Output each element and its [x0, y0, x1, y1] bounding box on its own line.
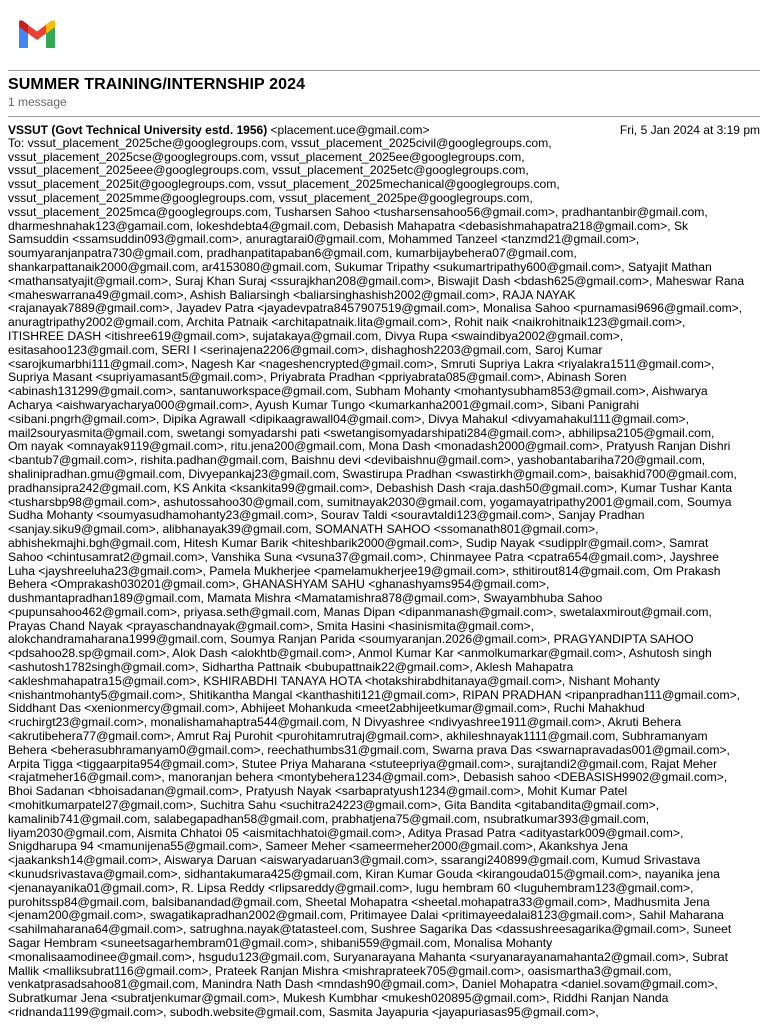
recipient-line: <abinash131299@gmail.com>, santanuworkspace@gmail.com, Subham Mohanty <mohantysubham853@gmail.com>, Aishwarya — [8, 384, 708, 399]
recipient-line: <mathansatyajit@gmail.com>, Suraj Khan Suraj <ssurajkhan208@gmail.com>, Biswajit Dash <bdash625@gmail.com>, Maheswar Rana — [8, 273, 745, 288]
thread-subject: SUMMER TRAINING/INTERNSHIP 2024 — [8, 76, 306, 93]
recipient-line: Prayas Chand Nayak <prayaschandnayak@gmail.com>, Smita Hasini <hasinismita@gmail.com>, — [8, 618, 535, 633]
recipient-line: <kunudsrivastava@gmail.com>, sidhantakumara425@gmail.com, Kiran Kumar Gouda <kirangouda015@gmail.com>, nayanika jena — [8, 867, 720, 882]
recipient-line: shankarpattanaik2000@gmail.com, ar4153080@gmail.com, Sukumar Tripathy <sukumartripathy600@gmail.com>, Satyajit Mathan — [8, 259, 712, 274]
recipient-line: <maheswarrana49@gmail.com>, Ashish Baliarsingh <baliarsinghashish2002@gmail.com>, RAJA NAYAK — [8, 287, 576, 302]
recipient-list — [8, 137, 760, 1020]
recipient-line: Acharya <aishwaryacharya000@gmail.com>, Ayush Kumar Tungo <kumarkanha2001@gmail.com>, Sibani Panigrahi — [8, 397, 640, 412]
recipient-line: <sibani.pngrh@gmail.com>, Dipika Agrawall <dipikaagrawall04@gmail.com>, Divya Mahakul <divyamahakul111@gmail.com>, — [8, 411, 689, 426]
recipient-line: Sudha Mohanty <soumyasudhamohanty23@gmail.com>, Sourav Taldi <souravtaldi123@gmail.com>, Sanjay Pradhan — [8, 508, 645, 523]
recipient-line: pradhansipra242@gmail.com, KS Ankita <ksankita99@gmail.com>, Debashish Dash <raja.dash50@gmail.com>, Kumar Tushar Kanta — [8, 480, 732, 495]
recipient-line: <ridnanda1199@gmail.com>, subodh.website@gmail.com, Sasmita Jayapuria <jayapuriasas95@gmail.com>, — [8, 1005, 599, 1019]
recipient-line: <tusharsbp98@gmail.com>, ashutossahoo30@gmail.com, sumitnayak2030@gmail.com, yogamayatripathy2001@gmail.com, Soumya — [8, 494, 732, 509]
recipient-line: Supriya Masant <supriyamasant5@gmail.com>, Priyabrata Pradhan <ppriyabrata085@gmail.com>, Abinash Soren — [8, 370, 627, 385]
recipient-line: purohitssp84@gmail.com, balsibanandad@gmail.com, Sheetal Mohapatra <sheetal.mohapatra33@gmail.com>, Madhusmita Jena — [8, 894, 710, 909]
recipient-line: <akrutibehera77@gmail.com>, Amrut Raj Purohit <purohitamrutraj@gmail.com>, akhileshnayak1111@gmail.com, Subhramanyam — [8, 729, 708, 744]
recipient-line: Samsuddin <ssamsuddin093@gmail.com>, anuragtarai0@gmail.com, Mohammed Tanzeel <tanzmd21@gmail.com>, — [8, 232, 640, 247]
recipient-line: <pupunsahoo462@gmail.com>, priyasa.seth@gmail.com, Manas Dipan <dipanmanash@gmail.com>, swetalaxmirout@gmail.com, — [8, 604, 712, 619]
recipient-line: <akleshmahapatra15@gmail.com>, KSHIRABDHI TANAYA HOTA <hotakshirabdhitanaya@gmail.com>, Nishant Mohanty — [8, 673, 660, 688]
sender-email[interactable]: <placement.uce@gmail.com> — [270, 123, 430, 137]
recipient-line: Bhoi Sadanan <bhoisadanan@gmail.com>, Pratyush Nayak <sarbapratyush1234@gmail.com>, Mohit Kumar Patel — [8, 784, 628, 799]
subject-divider — [8, 116, 760, 117]
recipient-line: <monalisaamodinee@gmail.com>, hsgudu123@gmail.com, Suryanarayana Mahanta <suryanarayanamahanta2@gmail.com>, Subrat — [8, 949, 728, 964]
recipient-line: Behera <Omprakash030201@gmail.com>, GHANASHYAM SAHU <ghanashyams954@gmail.com>, — [8, 577, 550, 592]
recipient-line: vssut_placement_2025it@googlegroups.com, vssut_placement_2025mechanical@googlegroups.com, — [8, 177, 560, 192]
recipient-line: kamalinib741@gmail.com, salabegapadhan58@gmail.com, prabhatjena75@gmail.com, nsubratkumar393@gmail.com, — [8, 811, 650, 826]
recipient-line: <sahilmaharana64@gmail.com>, satrughna.nayak@tatasteel.com, Sushree Sagarika Das <dassushreesagarika@gmail.com>, Suneet — [8, 922, 732, 937]
recipient-line: venkatprasadsahoo81@gmail.com, Manindra Nath Dash <mndash90@gmail.com>, Daniel Mohapatra <daniel.sovam@gmail.com>, — [8, 977, 718, 992]
message-date: Fri, 5 Jan 2024 at 3:19 pm — [619, 123, 760, 137]
recipient-line: dushmantapradhan189@gmail.com, Mamata Mishra <Mamatamishra878@gmail.com>, Swayambhuba Sahoo — [8, 591, 603, 606]
recipient-line: ITISHREE DASH <itishree619@gmail.com>, sujatakaya@gmail.com, Divya Rupa <swaindibya2002@gmail.com>, — [8, 328, 624, 343]
recipient-line: liyam2030@gmail.com, Aismita Chhatoi 05 <aismitachhatoi@gmail.com>, Aditya Prasad Patra <adityastark009@gmail.com>, — [8, 825, 684, 840]
recipient-line: abhishekmajhi.bgh@gmail.com, Hitesh Kumar Barik <hiteshbarik2000@gmail.com>, Sudip Nayak <sudipplr@gmail.com>, Samrat — [8, 535, 709, 550]
recipient-line: <mohitkumarpatel27@gmail.com>, Suchitra Sahu <suchitra24223@gmail.com>, Gita Bandita <gitabandita@gmail.com>, — [8, 798, 660, 813]
recipient-line: mail2souryasmita@gmail.com, swetangi somyadarshi pati <swetangisomyadarshipati284@gmail.com>, abhilipsa2105@gmail.com, — [8, 425, 715, 440]
recipient-line: <sarojkumarbhi111@gmail.com>, Nagesh Kar <nageshencrypted@gmail.com>, Smruti Supriya Lakra <riyalakra1511@gmail.com>, — [8, 356, 715, 371]
gmail-logo-icon — [16, 18, 58, 50]
recipient-line: Arpita Tigga <tiggaarpita954@gmail.com>, Stutee Priya Maharana <stuteepriya@gmail.com>, surajtandi2@gmail.com, Rajat Meher — [8, 756, 718, 771]
recipient-line: <jenanayanika01@gmail.com>, R. Lipsa Reddy <rlipsareddy@gmail.com>, lugu hembram 60 <luguhembram123@gmail.com>, — [8, 880, 694, 895]
header-divider — [8, 70, 760, 71]
recipient-line: shalinipradhan.gmu@gmail.com, Divyepankaj23@gmail.com, Swastirupa Pradhan <swastirkh@gmail.com>, baisakhid700@gmail.com, — [8, 466, 737, 481]
recipient-line: <jenam200@gmail.com>, swagatikapradhan2002@gmail.com, Pritimayee Dalai <pritimayeedalai8123@gmail.com>, Sahil Maharana — [8, 908, 724, 923]
recipient-line: esitasahoo123@gmail.com, SERI I <serinajena2206@gmail.com>, dishaghosh2203@gmail.com, Saroj Kumar — [8, 342, 603, 357]
sender-name: VSSUT (Govt Technical University estd. 1956) — [8, 123, 268, 137]
recipient-line: <pdsahoo28.sp@gmail.com>, Alok Dash <alokhtb@gmail.com>, Anmol Kumar Kar <anmolkumarkar@gmail.com>, Ashutosh singh — [8, 646, 712, 661]
recipient-line: vssut_placement_2025eee@googlegroups.com, vssut_placement_2025etc@googlegroups.com, — [8, 163, 529, 178]
recipient-line: dharmeshnahak123@gamail.com, lokeshdebta4@gmail.com, Debasish Mahapatra <debasishmahapatra218@gmail.com>, Sk — [8, 218, 689, 233]
recipient-line: <jaakanksh14@gmail.com>, Aiswarya Daruan <aiswaryadaruan3@gmail.com>, ssarangi240899@gmail.com, Kumud Srivastava — [8, 853, 701, 868]
recipient-line: Sahoo <chintusamrat2@gmail.com>, Vanshika Suna <vsuna37@gmail.com>, Chinmayee Patra <cpatra654@gmail.com>, Jayshree — [8, 549, 719, 564]
recipient-line: Snigdharupa 94 <mamunijena55@gmail.com>, Sameer Meher <sameermeher2000@gmail.com>, Akankshya Jena — [8, 839, 628, 854]
recipient-line: vssut_placement_2025mca@googlegroups.com, Tusharsen Sahoo <tusharsensahoo56@gmail.com>, pradhantanbir@gmail.com, — [8, 204, 708, 219]
recipient-line: <nishantmohanty5@gmail.com>, Shitikantha Mangal <kanthashiti121@gmail.com>, RIPAN PRADHAN <ripanpradhan111@gmail.com>, — [8, 687, 741, 702]
recipient-line: Mallik <malliksubrat116@gmail.com>, Prateek Ranjan Mishra <mishraprateek705@gmail.com>, oasismartha3@gmail.com, — [8, 963, 672, 978]
recipient-line: Subratkumar Jena <subratjenkumar@gmail.com>, Mukesh Kumbhar <mukesh020895@gmail.com>, Riddhi Ranjan Nanda — [8, 991, 669, 1006]
recipient-line: alokchandramaharana1999@gmail.com, Soumya Ranjan Parida <soumyaranjan.2026@gmail.com>, PRAGYANDIPTA SAHOO — [8, 632, 694, 647]
recipient-line: <sanjay.siku9@gmail.com>, alibhanayak39@gmail.com, SOMANATH SAHOO <ssomanath801@gmail.com>, — [8, 522, 599, 537]
recipient-line: To: vssut_placement_2025che@googlegroups.com, vssut_placement_2025civil@googlegroups.com, — [8, 135, 552, 150]
message-header — [8, 123, 760, 137]
recipient-line: Luha <jayshreeluha23@gmail.com>, Pamela Mukherjee <pamelamukherjee19@gmail.com>, sthitirout814@gmail.com, Om Prakash — [8, 563, 721, 578]
recipient-line: Sagar Hembram <suneetsagarhembram01@gmail.com>, shibani559@gmail.com, Monalisa Mohanty — [8, 936, 553, 951]
recipient-line: <rajatmeher16@gmail.com>, manoranjan behera <montybehera1234@gmail.com>, Debasish sahoo <DEBASISH9902@gmail.com>, — [8, 770, 728, 785]
recipient-line: vssut_placement_2025mme@googlegroups.com, vssut_placement_2025pe@googlegroups.com, — [8, 190, 533, 205]
recipient-line: soumyaranjanpatra730@gmail.com, pradhanpatitapaban6@gmail.com, kumarbijaybehera07@gmail.com, — [8, 246, 577, 261]
recipient-line: <bantub7@gmail.com>, rishita.padhan@gmail.com, Baishnu devi <devibaishnu@gmail.com>, yashobantabariha720@gmail.com, — [8, 453, 706, 468]
recipient-line: Siddhant Das <xenionmercy@gmail.com>, Abhijeet Mohankuda <meet2abhijeetkumar@gmail.com>, Ruchi Mahakhud — [8, 701, 645, 716]
recipient-line: Om nayak <omnayak9119@gmail.com>, ritu.jena200@gmail.com, Mona Dash <monadash2000@gmail.com>, Pratyush Ranjan Dishri — [8, 439, 731, 454]
message-count: 1 message — [8, 95, 67, 109]
recipient-line: <ruchirgt23@gmail.com>, monalishamahaptra544@gmail.com, N Divyashree <ndivyashree1911@gmail.com>, Akruti Behera — [8, 715, 682, 730]
recipient-line: <ashutosh1782singh@gmail.com>, Sidhartha Pattnaik <bubupattnaik22@gmail.com>, Aklesh Mahapatra — [8, 660, 574, 675]
recipient-line: anuragtripathy2002@gmail.com, Archita Patnaik <architapatnaik.lita@gmail.com>, Rohit naik <naikrohitnaik123@gmail.com>, — [8, 315, 686, 330]
recipient-line: <rajanayak7889@gmail.com>, Jayadev Patra <jayadevpatra8457907519@gmail.com>, Monalisa Sahoo <purnamasi9696@gmail.com>, — [8, 301, 743, 316]
recipient-line: vssut_placement_2025cse@googlegroups.com, vssut_placement_2025ee@googlegroups.com, — [8, 149, 525, 164]
recipient-line: Behera <beherasubhramanyam0@gmail.com>, reechathumbs31@gmail.com, Swarna prava Das <swarnapravadas001@gmail.com>, — [8, 742, 730, 757]
